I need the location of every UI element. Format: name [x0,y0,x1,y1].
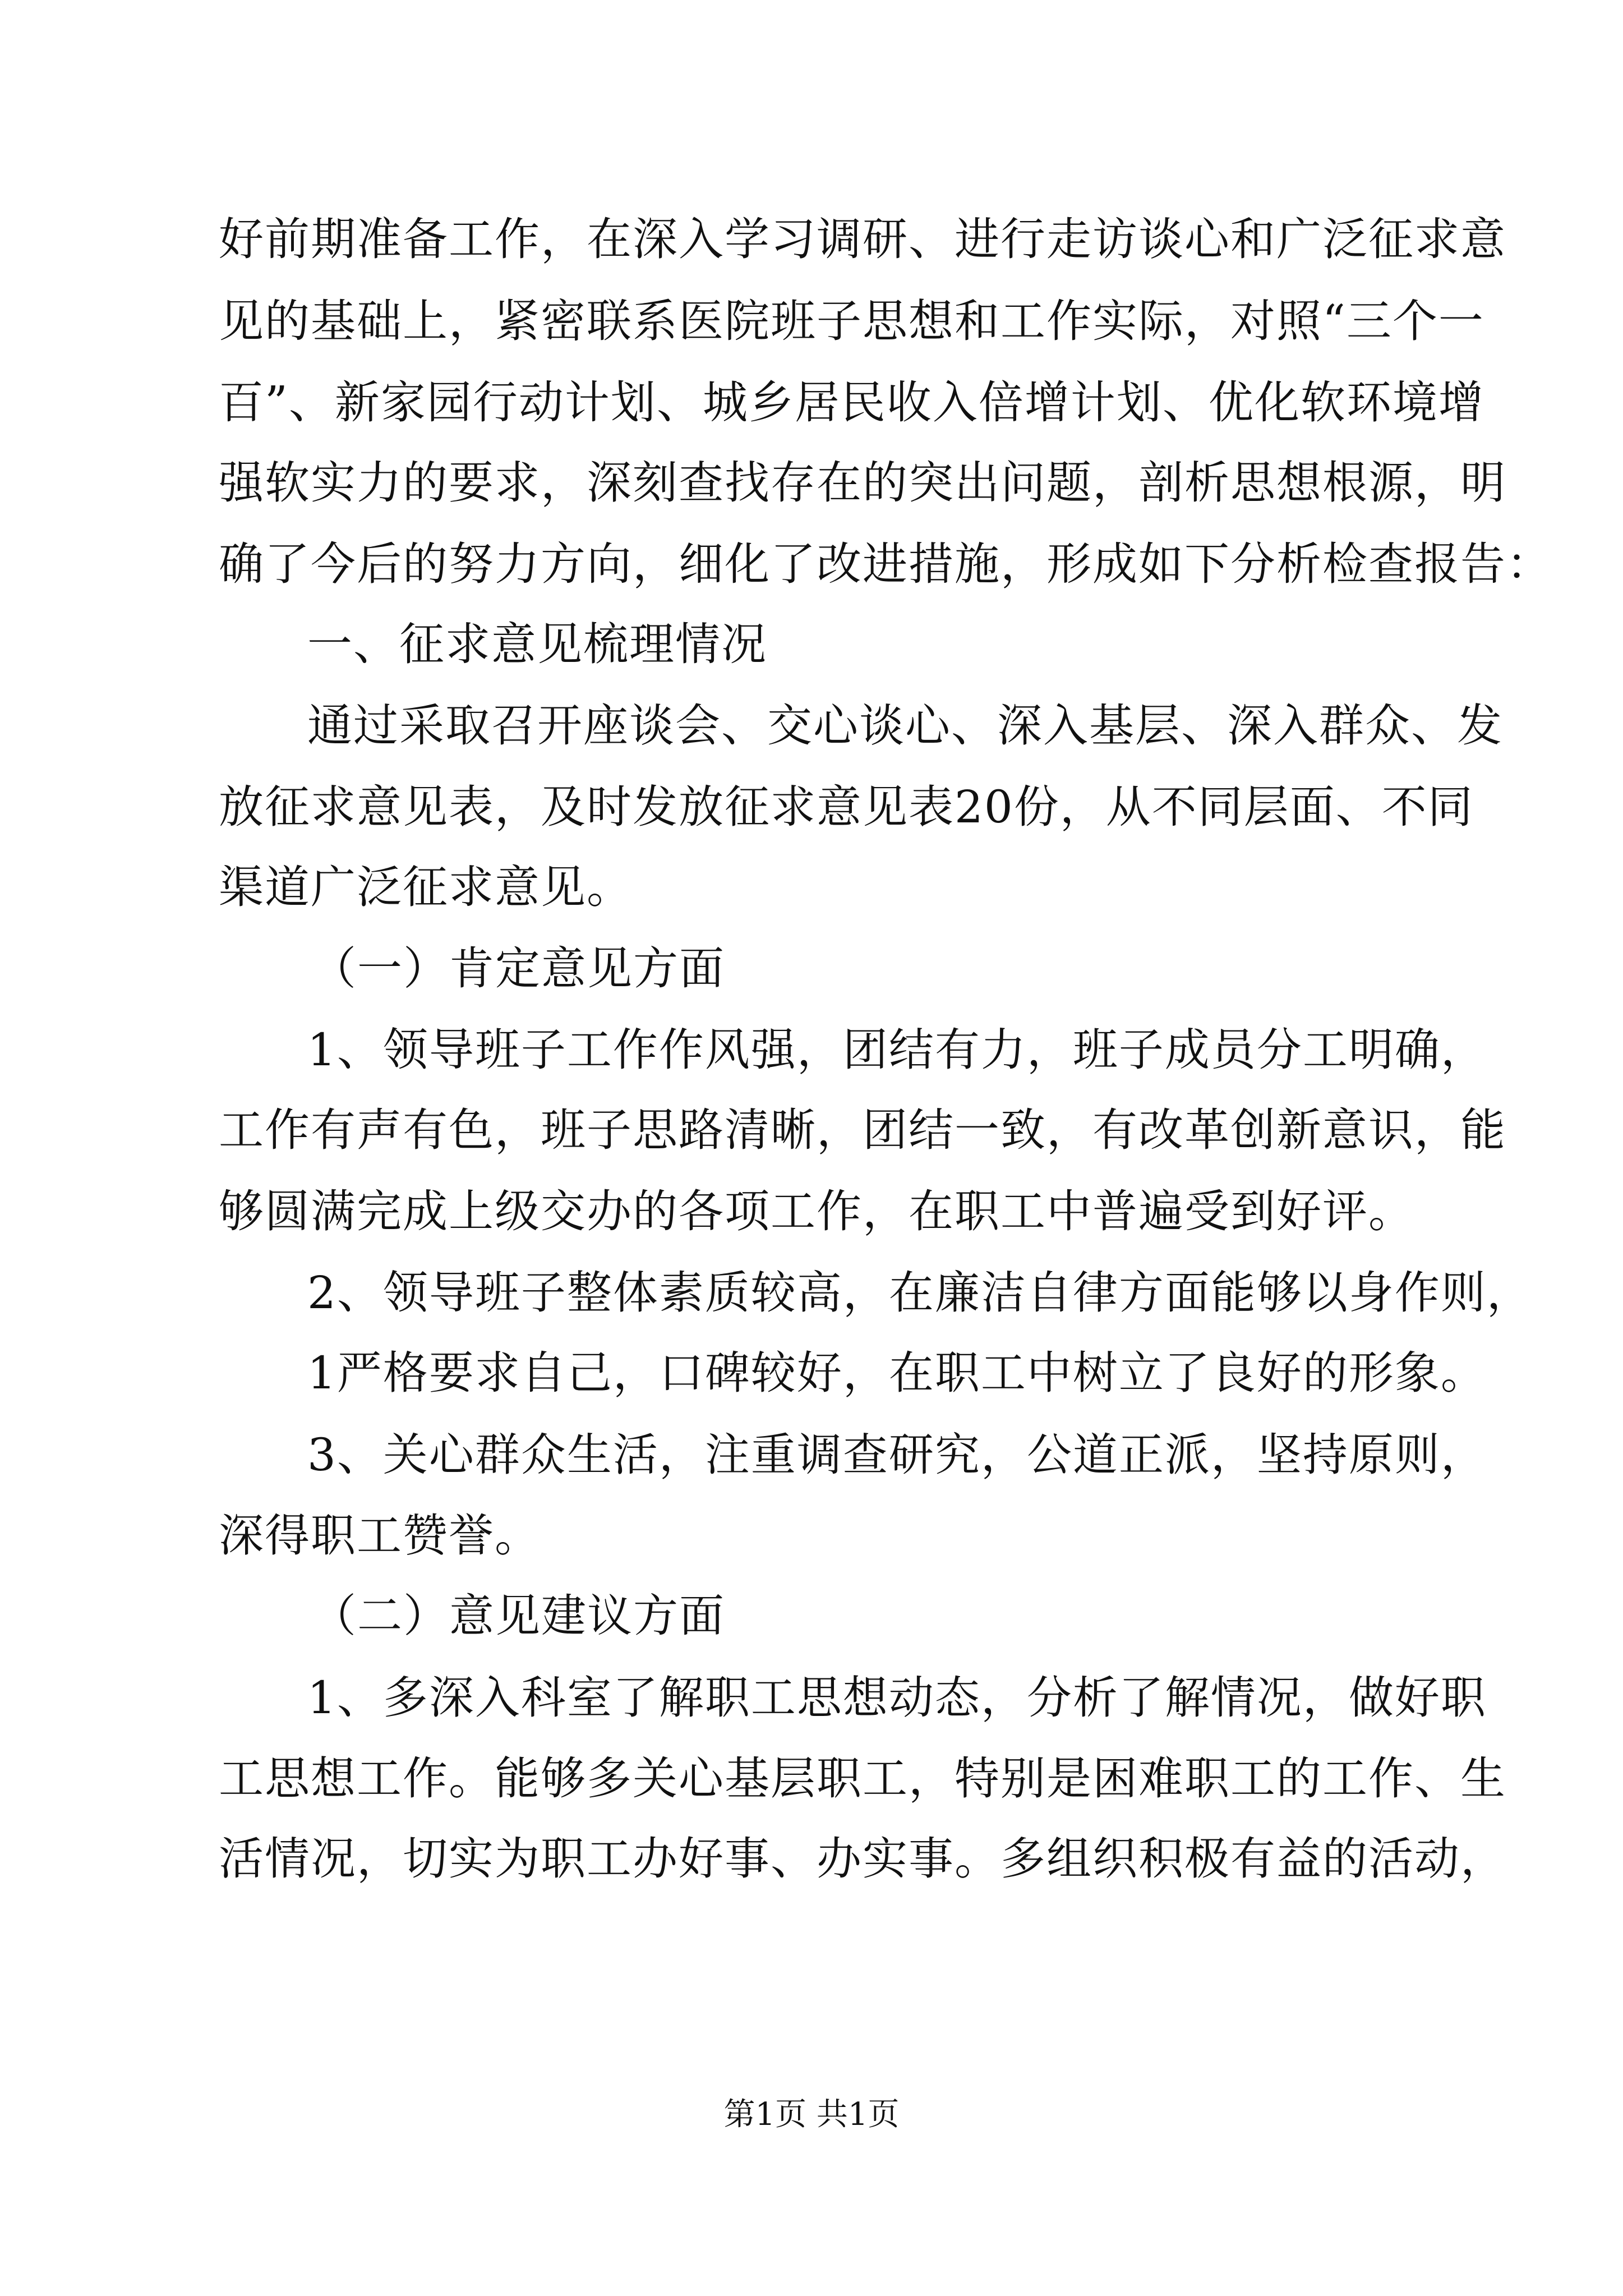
page-footer: 第1页 共1页 [723,2096,900,2133]
body-line-13: 够圆满完成上级交办的各项工作，在职工中普遍受到好评。 [219,1185,1414,1237]
body-line-20: 工思想工作。能够多关心基层职工，特别是困难职工的工作、生 [219,1752,1506,1805]
body-line-17: 深得职工赞誉。 [219,1510,541,1562]
body-line-5: 确了今后的努力方向，细化了改进措施，形成如下分析检查报告： [219,538,1552,590]
body-line-15: 1严格要求自己，口碑较好，在职工中树立了良好的形象。 [307,1347,1487,1399]
body-line-1: 好前期准备工作，在深入学习调研、进行走访谈心和广泛征求意 [219,213,1506,265]
body-line-8: 放征求意见表，及时发放征求意见表20份，从不同层面、不同 [219,781,1474,833]
subsection-heading-2: （二）意见建议方面 [311,1590,725,1642]
body-line-16: 3、关心群众生活，注重调查研究，公道正派，坚持原则， [307,1429,1487,1481]
section-heading-1: 一、征求意见梳理情况 [307,618,767,670]
body-line-3: 百”、新家园行动计划、城乡居民收入倍增计划、优化软环境增 [219,376,1484,429]
body-line-14: 2、领导班子整体素质较高，在廉洁自律方面能够以身作则， [307,1267,1533,1319]
body-line-9: 渠道广泛征求意见。 [219,861,633,913]
body-line-2: 见的基础上，紧密联系医院班子思想和工作实际，对照“三个一 [219,295,1484,347]
body-line-12: 工作有声有色，班子思路清晰，团结一致，有改革创新意识，能 [219,1104,1506,1156]
body-line-21: 活情况，切实为职工办好事、办实事。多组织积极有益的活动， [219,1833,1506,1885]
body-line-19: 1、多深入科室了解职工思想动态，分析了解情况，做好职 [307,1672,1487,1724]
subsection-heading-1: （一）肯定意见方面 [311,942,725,995]
body-line-4: 强软实力的要求，深刻查找存在的突出问题，剖析思想根源，明 [219,457,1506,509]
body-line-7: 通过采取召开座谈会、交心谈心、深入基层、深入群众、发 [307,700,1503,752]
body-line-11: 1、领导班子工作作风强，团结有力，班子成员分工明确， [307,1024,1487,1076]
